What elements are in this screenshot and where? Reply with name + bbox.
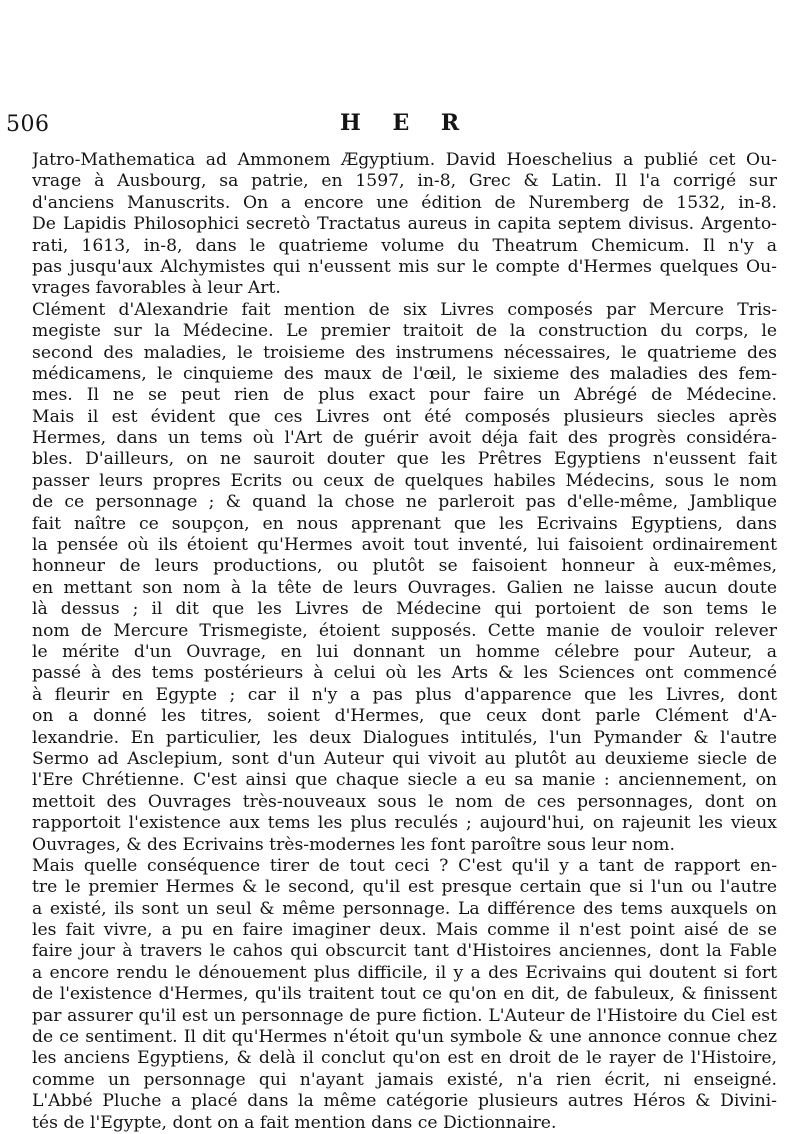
text-line: a existé, ils sont un seul & même personnage. La différence des tems auxquels on	[32, 898, 777, 919]
text-line: faire jour à travers le cahos qui obscurcit tant d'Histoires anciennes, dont la Fable	[32, 941, 777, 962]
text-line: comme un personnage qui n'ayant jamais existé, n'a rien écrit, ni enseigné.	[32, 1069, 777, 1090]
running-head: H E R	[340, 110, 472, 136]
text-line: bles. D'ailleurs, on ne sauroit douter que les Prêtres Egyptiens n'eussent fait	[32, 449, 777, 470]
text-line: tés de l'Egypte, dont on a fait mention dans ce Dictionnaire.	[32, 1112, 557, 1133]
text-line: Sermo ad Asclepium, sont d'un Auteur qui vivoit au plutôt au deuxieme siecle de	[32, 748, 777, 769]
text-line: mes. Il ne se peut rien de plus exact pour faire un Abrégé de Médecine.	[32, 385, 777, 406]
text-line: fait naître ce soupçon, en nous apprenant que les Ecrivains Egyptiens, dans	[32, 513, 777, 534]
text-line: L'Abbé Pluche a placé dans la même catégorie plusieurs autres Héros & Divini-	[32, 1091, 777, 1112]
body-text	[32, 150, 777, 1134]
text-line: a encore rendu le dénouement plus difficile, il y a des Ecrivains qui doutent si fort	[32, 962, 777, 983]
text-line: là dessus ; il dit que les Livres de Médecine qui portoient de son tems le	[32, 599, 777, 620]
text-line: Jatro-Mathematica ad Ammonem Ægyptium. David Hoeschelius a publié cet Ou-	[32, 150, 777, 170]
text-line: les fait vivre, a pu en faire imaginer deux. Mais comme il n'est point aisé de se	[32, 920, 777, 941]
text-line: le mérite d'un Ouvrage, en lui donnant un homme célebre pour Auteur, a	[32, 641, 777, 662]
text-line: rapportoit l'existence aux tems les plus reculés ; aujourd'hui, on rajeunit les vieux	[32, 813, 777, 834]
text-line: de ce sentiment. Il dit qu'Hermes n'étoit qu'un symbole & une annonce connue chez	[32, 1027, 777, 1048]
text-line: passer leurs propres Ecrits ou ceux de quelques habiles Médecins, sous le nom	[32, 470, 777, 491]
text-line: la pensée où ils étoient qu'Hermes avoit tout inventé, lui faisoient ordinairement	[32, 535, 777, 556]
text-line: pas jusqu'aux Alchymistes qui n'eussent mis sur le compte d'Hermes quelques Ou-	[32, 256, 777, 277]
text-line: en mettant son nom à la tête de leurs Ouvrages. Galien ne laisse aucun doute	[32, 577, 777, 598]
text-line: d'anciens Manuscrits. On a encore une édition de Nuremberg de 1532, in-8.	[32, 192, 777, 213]
text-line: Clément d'Alexandrie fait mention de six Livres composés par Mercure Tris-	[32, 299, 777, 320]
text-line: nom de Mercure Trismegiste, étoient supposés. Cette manie de vouloir relever	[32, 620, 777, 641]
text-line: Ouvrages, & des Ecrivains très-modernes les font paroître sous leur nom.	[32, 834, 675, 855]
text-line: l'Ere Chrétienne. C'est ainsi que chaque siecle a eu sa manie : anciennement, on	[32, 770, 777, 791]
text-line: on a donné les titres, soient d'Hermes, que ceux dont parle Clément d'A-	[32, 706, 777, 727]
text-line: lexandrie. En particulier, les deux Dialogues intitulés, l'un Pymander & l'autre	[32, 727, 777, 748]
text-line: mettoit des Ouvrages très-nouveaux sous le nom de ces personnages, dont on	[32, 791, 777, 812]
text-line: vrages favorables à leur Art.	[32, 278, 281, 299]
text-line: par assurer qu'il est un personnage de pure fiction. L'Auteur de l'Histoire du Ciel est	[32, 1005, 777, 1026]
text-line: passé à des tems postérieurs à celui où les Arts & les Sciences ont commencé	[32, 663, 777, 684]
text-line: second des maladies, le troisieme des instrumens nécessaires, le quatrieme des	[32, 342, 777, 363]
text-line: à fleurir en Egypte ; car il n'y a pas plus d'apparence que les Livres, dont	[32, 684, 777, 705]
text-line: tre le premier Hermes & le second, qu'il est presque certain que si l'un ou l'autre	[32, 877, 777, 898]
text-line: vrage à Ausbourg, sa patrie, en 1597, in-8, Grec & Latin. Il l'a corrigé sur	[32, 171, 777, 192]
page-number: 506	[6, 112, 50, 137]
text-line: médicamens, le cinquieme des maux de l'œil, le sixieme des maladies des fem-	[32, 363, 777, 384]
text-line: Mais quelle conséquence tirer de tout ceci ? C'est qu'il y a tant de rapport en-	[32, 855, 777, 876]
text-line: rati, 1613, in-8, dans le quatrieme volume du Theatrum Chemicum. Il n'y a	[32, 235, 777, 256]
text-line: Mais il est évident que ces Livres ont été composés plusieurs siecles après	[32, 406, 777, 427]
text-line: megiste sur la Médecine. Le premier traitoit de la construction du corps, le	[32, 321, 777, 342]
text-line: honneur de leurs productions, ou plutôt se faisoient honneur à eux-mêmes,	[32, 556, 777, 577]
text-line: De Lapidis Philosophici secretò Tractatus aureus in capita septem divisus. Argento-	[32, 214, 777, 235]
text-line: Hermes, dans un tems où l'Art de guérir avoit déja fait des progrès considéra-	[32, 428, 777, 449]
text-line: les anciens Egyptiens, & delà il conclut qu'on est en droit de le rayer de l'Histoire,	[32, 1048, 777, 1069]
text-line: de l'existence d'Hermes, qu'ils traitent tout ce qu'on en dit, de fabuleux, & finissent	[32, 984, 777, 1005]
text-line: de ce personnage ; & quand la chose ne parleroit pas d'elle-même, Jamblique	[32, 492, 777, 513]
